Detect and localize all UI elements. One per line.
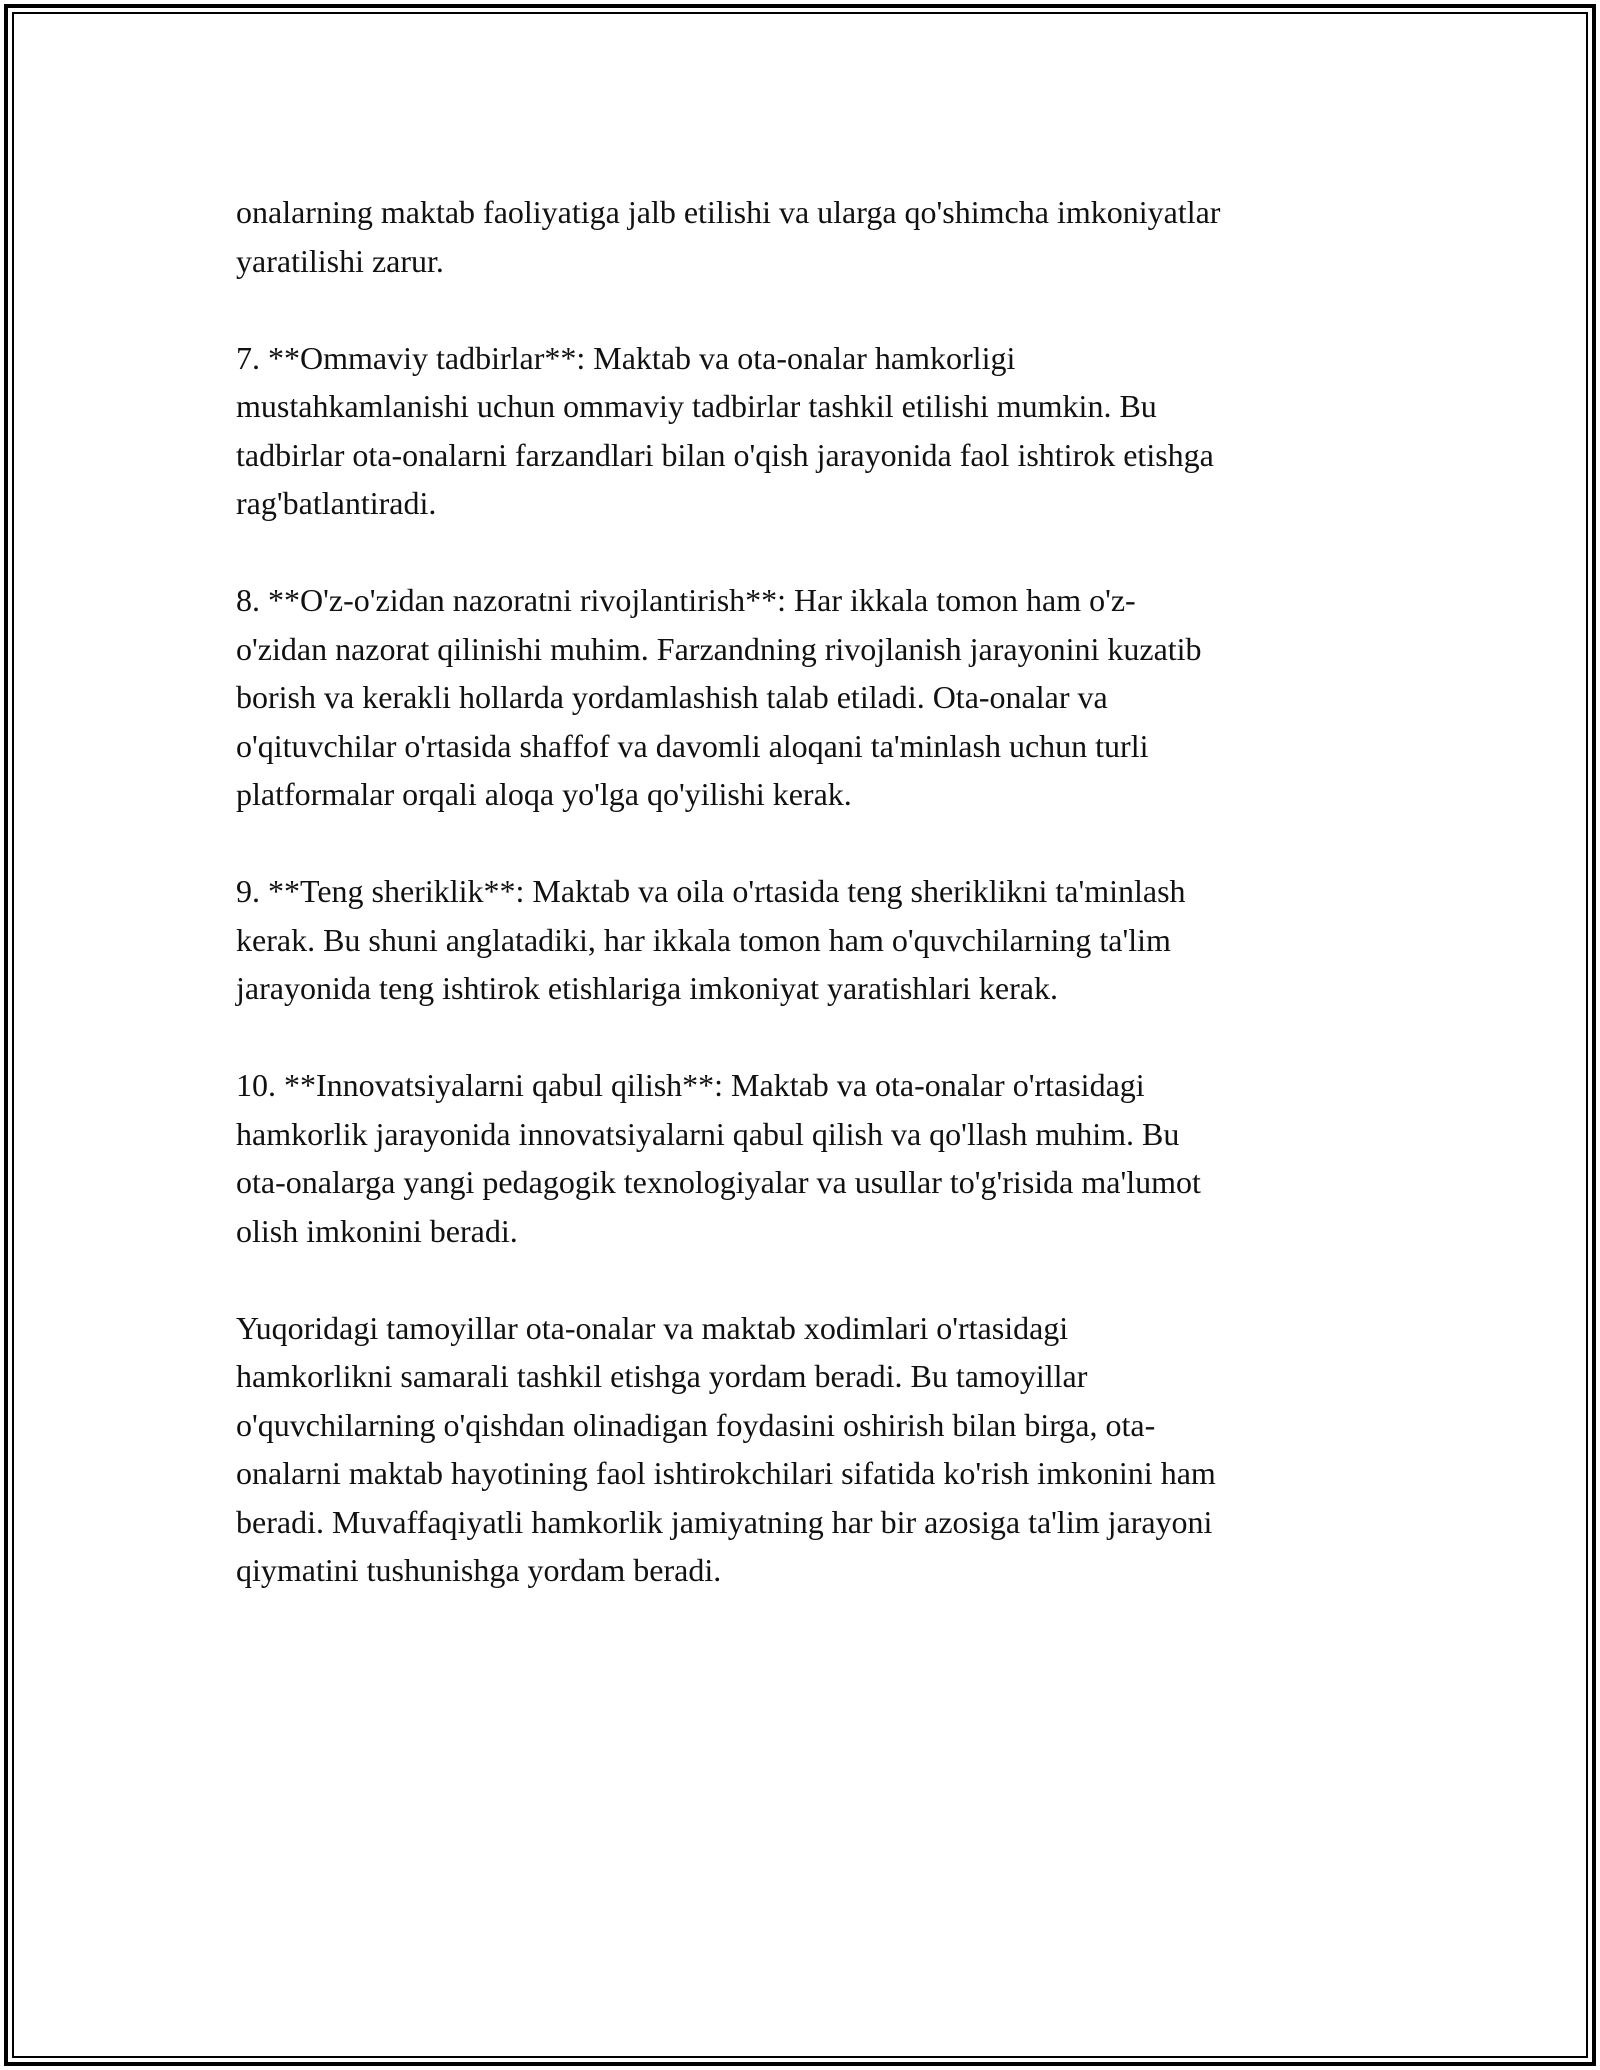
paragraph-item-10: 10. **Innovatsiyalarni qabul qilish**: Maktab va ota-onalar o'rtasidagi hamkorlik jarayonida innovatsiyalarni qabul qilish va qo'llash muhim. Bu ota-onalarga yangi pedagogik texnologiyalar va usullar to'g'risida ma'lumot olish imkonini beradi. bbox=[236, 1067, 1201, 1249]
document-body bbox=[236, 188, 1376, 1595]
paragraph-continuation: onalarning maktab faoliyatiga jalb etilishi va ularga qo'shimcha imkoniyatlar yaratilishi zarur. bbox=[236, 194, 1221, 279]
paragraph-conclusion: Yuqoridagi tamoyillar ota-onalar va maktab xodimlari o'rtasidagi hamkorlikni samarali tashkil etishga yordam beradi. Bu tamoyillar o'quvchilarning o'qishdan olinadigan foydasini oshirish bilan birga, ota- onalarni maktab hayotining faol ishtirokchilari sifatida ko'rish imkonini ham beradi. Muvaffaqiyatli hamkorlik jamiyatning har bir azosiga ta'lim jarayoni qiymatini tushunishga yordam beradi. bbox=[236, 1309, 1216, 1588]
paragraph-item-8: 8. **O'z-o'zidan nazoratni rivojlantirish**: Har ikkala tomon ham o'z- o'zidan nazorat qilinishi muhim. Farzandning rivojlanish jarayonini kuzatib borish va kerakli hollarda yordamlashish talab etiladi. Ota-onalar va o'qituvchilar o'rtasida shaffof va davomli aloqani ta'minlash uchun turli platformalar orqali aloqa yo'lga qo'yilishi kerak. bbox=[236, 582, 1202, 812]
paragraph-item-7: 7. **Ommaviy tadbirlar**: Maktab va ota-onalar hamkorligi mustahkamlanishi uchun ommaviy tadbirlar tashkil etilishi mumkin. Bu tadbirlar ota-onalarni farzandlari bilan o'qish jarayonida faol ishtirok etishga rag'batlantiradi. bbox=[236, 339, 1214, 521]
paragraph-item-9: 9. **Teng sheriklik**: Maktab va oila o'rtasida teng sheriklikni ta'minlash kerak. Bu shuni anglatadiki, har ikkala tomon ham o'quvchilarning ta'lim jarayonida teng ishtirok etishlariga imkoniyat yaratishlari kerak. bbox=[236, 873, 1186, 1006]
